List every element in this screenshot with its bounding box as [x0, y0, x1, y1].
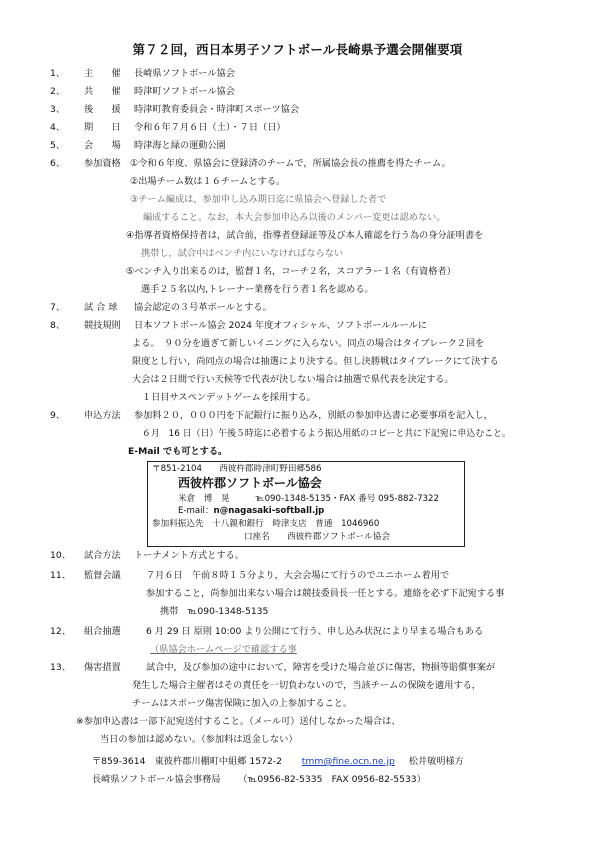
item-label: 後 援 [84, 104, 121, 115]
rules-line: よる。 ９０分を過ぎて新しいイニングに入らない。同点の場合はタイブレーク２回を [132, 338, 485, 349]
item-label: 参加資格 [84, 158, 121, 169]
item-label: 会 場 [84, 140, 121, 151]
item-number: 2、 [50, 86, 66, 97]
item-value: 参加料２０，０００円を下記銀行に振り込み，別紙の参加申込書に必要事項を記入し， [134, 410, 493, 421]
eligibility-line: ④指導者資格保持者は，試合前，指導者登録証等及び本人確認を行う為の身分証明書を [126, 230, 484, 241]
item-number: 9、 [50, 410, 66, 421]
item-value: 協会認定の３号革ボールとする。 [134, 302, 272, 313]
item-number: 10、 [50, 550, 71, 561]
item-number: 7、 [50, 302, 66, 313]
rules-line: 限度とし行い，尚同点の場合は抽選により決する。但し決勝戦はタイブレークにて決する [132, 356, 499, 367]
item-value: ７月６日 午前８時１５分より，大会会場にて行うのでユニホーム着用で [146, 570, 450, 581]
item-label: 競技規則 [84, 320, 121, 331]
item-number: 5、 [50, 140, 66, 151]
box-email-label: E-mail： [178, 506, 214, 516]
draw-note: （県協会ホームページで確認する事 [150, 644, 297, 655]
item-label: 試 合 球 [84, 302, 118, 313]
box-address: 〒851-2104 西彼杵郡時津町野田郷586 [152, 464, 322, 474]
rules-line: １日目サスペンデットゲームを採用する。 [142, 392, 316, 403]
submission-note: 当日の参加は認めない。（参加料は返金しない） [100, 734, 298, 745]
item-value: 時津町教育委員会・時津町スポーツ協会 [134, 104, 300, 115]
footer-person: 松井敏明様方 [408, 756, 464, 767]
item-number: 6、 [50, 158, 66, 169]
meeting-line: 参加すること，尚参加出来ない場合は競技委員長一任とする。連絡を必ず下記宛する事 [146, 588, 505, 599]
item-label: 主 催 [84, 68, 121, 79]
box-email-link[interactable]: n@nagasaki-softball.jp [213, 506, 325, 516]
item-value: 令和６年７月６日（土）・７日（日） [134, 122, 286, 133]
footer-email-link[interactable]: tmm@fine.ocn.ne.jp [301, 756, 395, 767]
injury-line: 発生した場合主催者はその責任を一切負わないので，当該チームの保険を適用する， [132, 680, 481, 691]
item-number: 12、 [50, 626, 71, 637]
item-value: 日本ソフトボール協会 2024 年度オフィシャル、ソフトボールルールに [134, 320, 427, 331]
item-number: 11、 [50, 570, 71, 581]
eligibility-line: ③チーム編成は，参加申し込み期日迄に県協会へ登録した者で [130, 194, 387, 205]
footer-office: 長崎県ソフトボール協会事務局 [92, 774, 221, 785]
box-contact: 米倉 博 晃 ℡090-1348-5135・FAX 番号 095-882-7322 [178, 494, 439, 504]
application-line: ６月 16 日（日）午後５時迄に必着するよう振込用紙のコピーと共に下記宛に申込むこと。 [142, 429, 511, 439]
item-label: 監督会議 [84, 570, 121, 581]
footer-address: 〒859-3614 東彼杵郡川棚町中組郷 1572-2 [92, 756, 282, 767]
item-value: 長崎県ソフトボール協会 [134, 68, 235, 79]
item-value: 6 月 29 日 原則 10:00 より公開にて行う、申し込み状況により早まる場合もある [146, 626, 484, 637]
box-email-row [178, 506, 324, 517]
email-ok-note: E-Mail でも可とする。 [128, 446, 228, 457]
item-value: 時津海と緑の運動公園 [134, 140, 226, 151]
item-number: 3、 [50, 104, 66, 115]
eligibility-line: 選手２５名以内,トレーナー業務を行う者１名を認める。 [141, 284, 374, 295]
item-value: ①令和６年度、県協会に登録済のチームで，所属協会長の推薦を得たチーム。 [130, 158, 451, 169]
box-organization: 西彼杵郡ソフトボール協会 [178, 476, 322, 490]
item-number: 8、 [50, 320, 66, 331]
item-value: 時津町ソフトボール協会 [134, 86, 235, 97]
item-label: 期 日 [84, 122, 121, 133]
footer-line [92, 774, 426, 786]
eligibility-line: 携帯し，試合中はベンチ内にいなければならない [141, 248, 344, 259]
item-value: トーナメント方式とする。 [134, 550, 244, 561]
item-label: 試合方法 [84, 550, 121, 561]
box-bank: 参加料振込先 十八親和銀行 時津支店 普通 1046960 [152, 519, 380, 529]
footer-tel: （℡0956-82-5335 FAX 0956-82-5533） [238, 774, 426, 785]
item-label: 傷害措置 [84, 662, 121, 673]
item-number: 13、 [50, 662, 71, 673]
eligibility-line: ⑤ベンチ入り出来るのは，監督１名，コーチ２名，スコアラー１名（有資格者） [126, 266, 456, 277]
injury-line: チームはスポーツ傷害保険に加入の上参加すること。 [132, 698, 353, 709]
item-value: 試合中，及び参加の途中において，障害を受けた場合並びに傷害，物損等賠償事案が [146, 662, 495, 673]
item-number: 1、 [50, 68, 66, 79]
item-number: 4、 [50, 122, 66, 133]
item-label: 組合抽選 [84, 626, 121, 637]
eligibility-line: 編成すること。なお，本大会参加申込み以後のメンバー変更は認めない。 [143, 212, 446, 223]
rules-line: 大会は２日間で行い天候等で代表が決しない場合は抽選で県代表を決定する。 [132, 374, 454, 385]
contact-box [147, 461, 465, 547]
meeting-line: 携帯 ℡090-1348-5135 [160, 606, 269, 617]
item-label: 共 催 [84, 86, 121, 97]
page-title: 第７２回，西日本男子ソフトボール長崎県予選会開催要項 [132, 42, 463, 57]
item-label: 申込方法 [84, 410, 121, 421]
submission-note: ※参加申込書は一部下記宛送付すること。（メール可）送付しなかった場合は、 [76, 716, 401, 727]
eligibility-line: ②出場チーム数は１６チームとする。 [130, 176, 286, 187]
footer-line [92, 756, 464, 768]
box-account: 口座名 西彼杵郡ソフトボール協会 [244, 532, 390, 542]
